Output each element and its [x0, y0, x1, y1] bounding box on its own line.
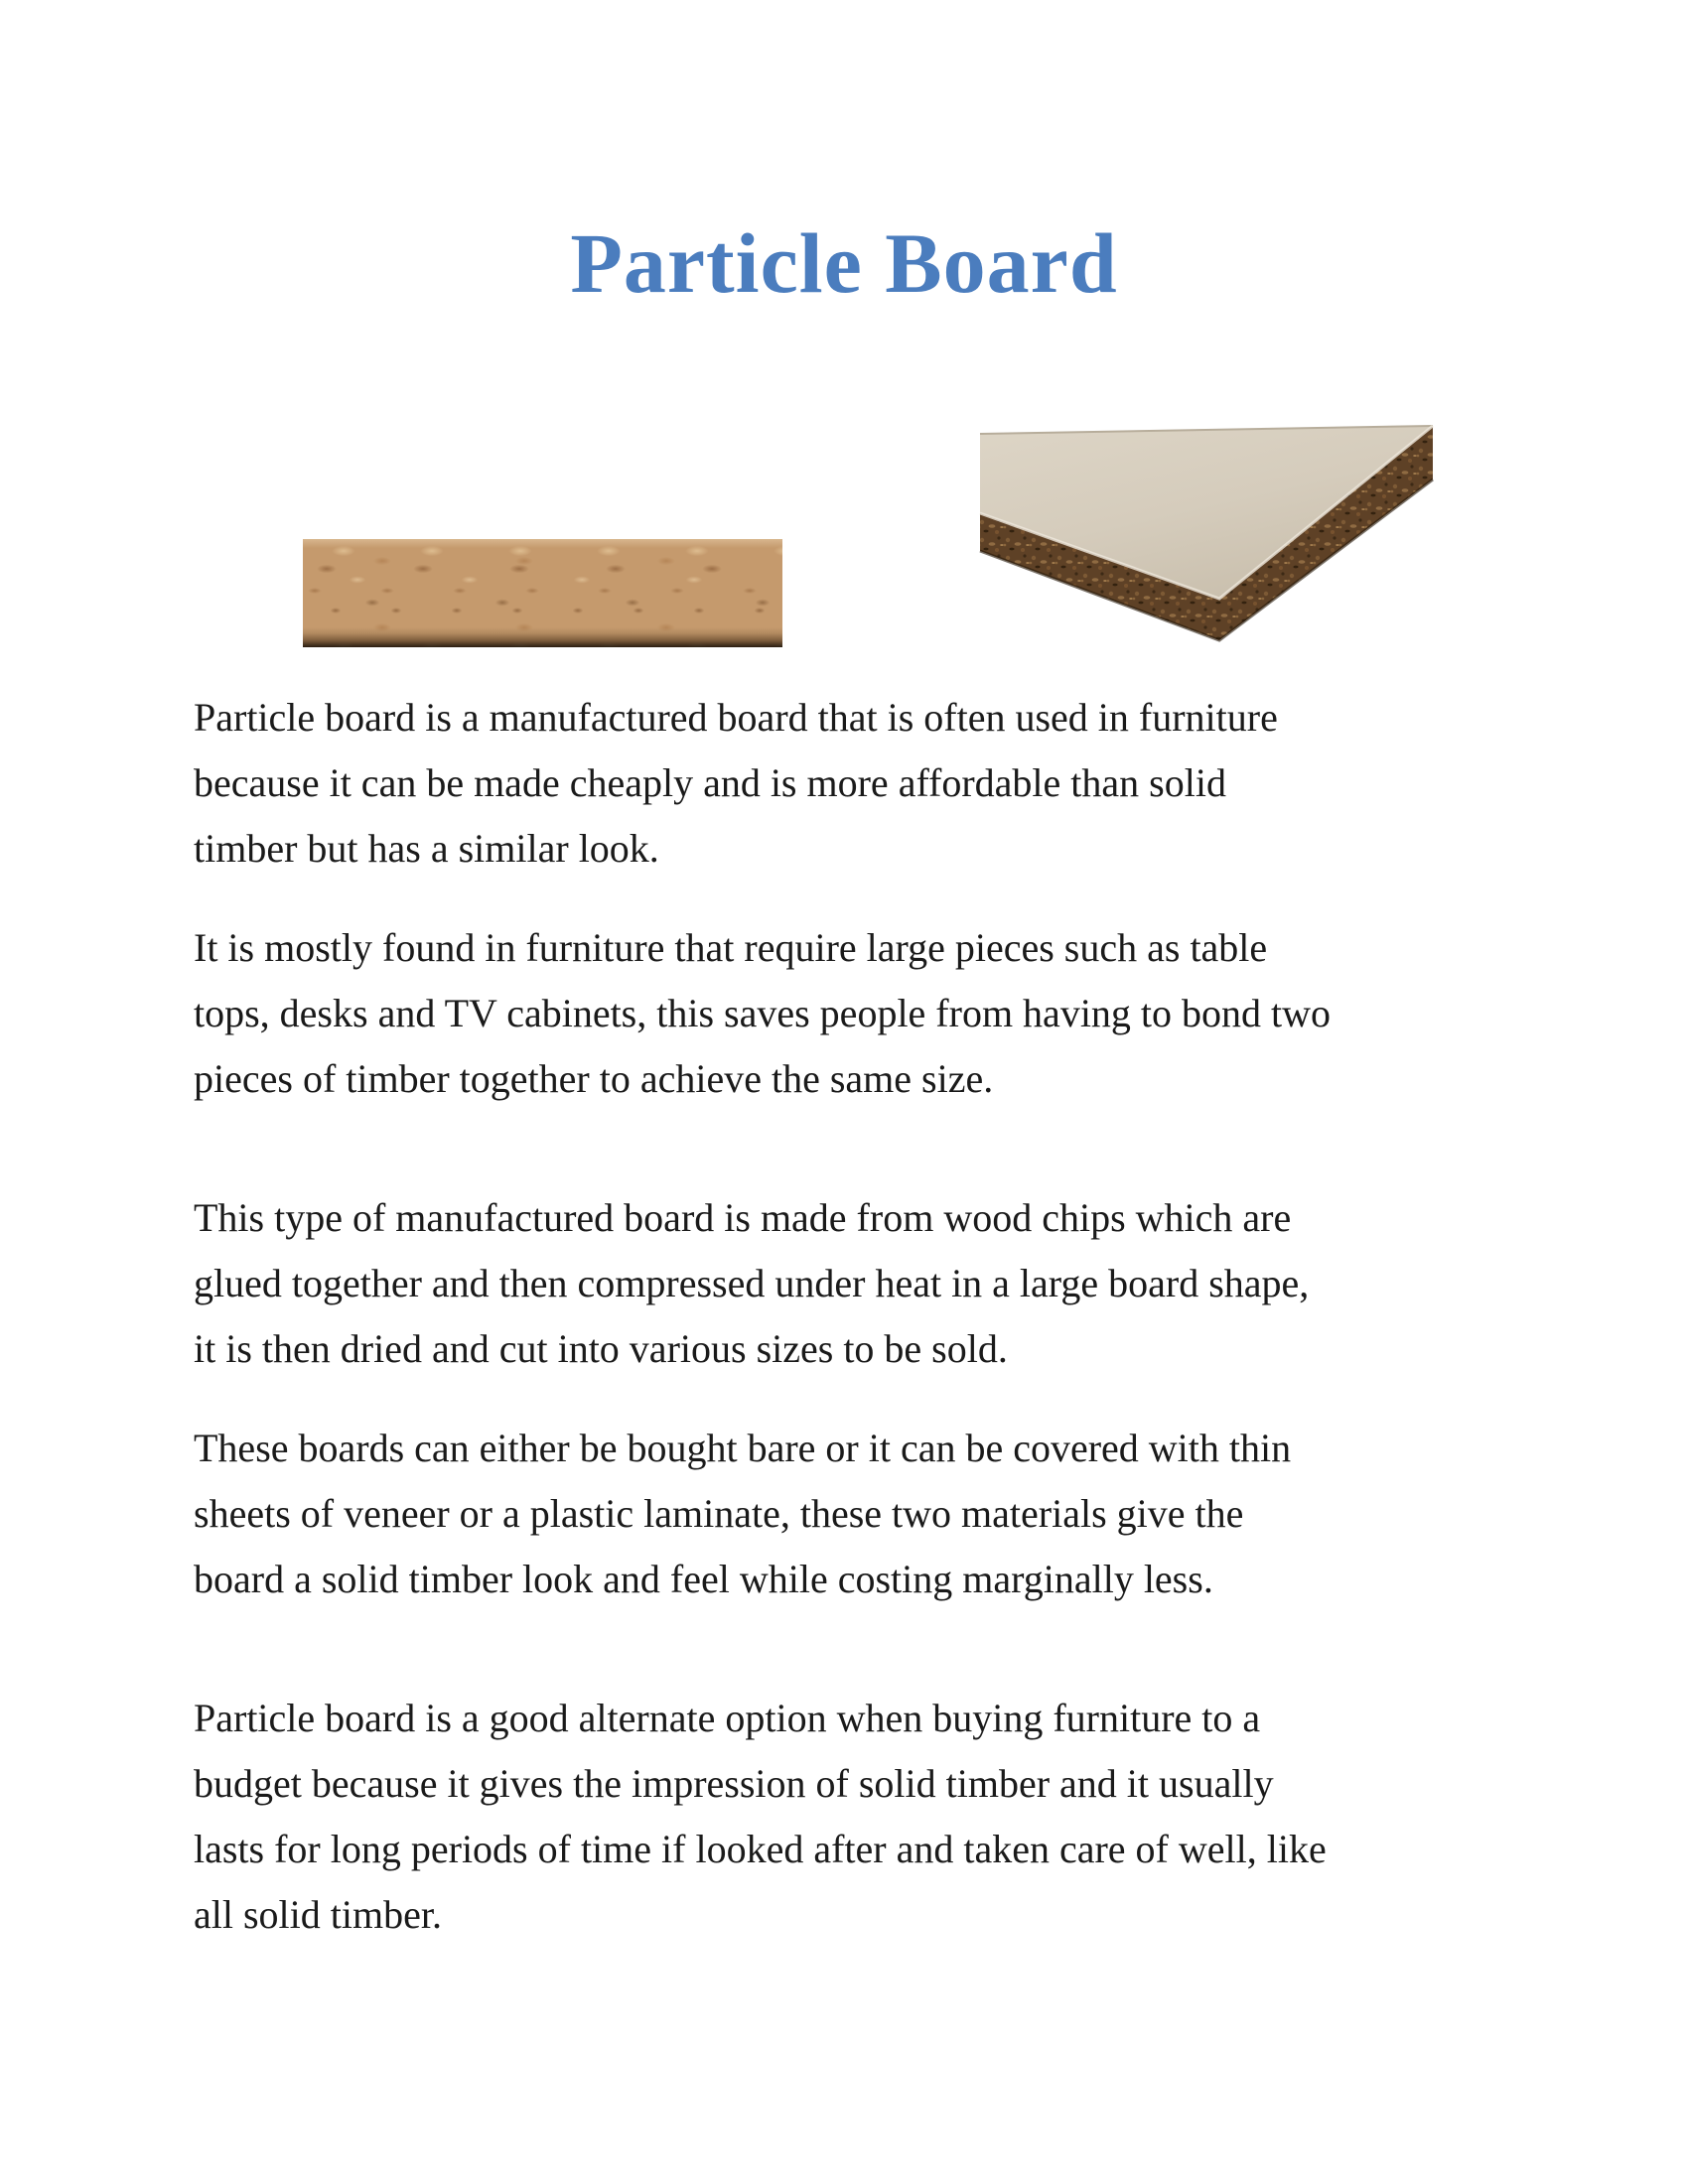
paragraph-manufacture [194, 1185, 1514, 1382]
text-line: These boards can either be bought bare or it can be covered with thin [194, 1426, 1292, 1470]
text-line: lasts for long periods of time if looked after and taken care of well, like [194, 1827, 1327, 1871]
text-line: budget because it gives the impression of solid timber and it usually [194, 1761, 1274, 1806]
text-line: It is mostly found in furniture that require large pieces such as table [194, 925, 1268, 970]
text-line: Particle board is a manufactured board that is often used in furniture [194, 695, 1278, 740]
text-line: tops, desks and TV cabinets, this saves people from having to bond two [194, 991, 1332, 1035]
text-line: all solid timber. [194, 1892, 442, 1937]
particle-board-edge-strip-image [303, 539, 782, 647]
paragraph-conclusion [194, 1686, 1514, 1948]
text-line: This type of manufactured board is made from wood chips which are [194, 1195, 1292, 1240]
document-body [194, 685, 1514, 1948]
board-corner-graphic [978, 410, 1435, 650]
text-line: because it can be made cheaply and is more affordable than solid [194, 760, 1226, 805]
paragraph-uses [194, 915, 1514, 1112]
text-line: board a solid timber look and feel while costing marginally less. [194, 1557, 1213, 1601]
text-line: it is then dried and cut into various sizes to be sold. [194, 1326, 1008, 1371]
text-line: Particle board is a good alternate option when buying furniture to a [194, 1696, 1261, 1740]
document-title: Particle Board [570, 215, 1118, 311]
text-line: timber but has a similar look. [194, 826, 659, 871]
particle-board-corner-image [978, 410, 1435, 650]
text-line: pieces of timber together to achieve the same size. [194, 1056, 994, 1101]
text-line: glued together and then compressed under heat in a large board shape, [194, 1261, 1310, 1305]
paragraph-finishes [194, 1416, 1514, 1612]
paragraph-intro [194, 685, 1514, 882]
text-line: sheets of veneer or a plastic laminate, these two materials give the [194, 1491, 1244, 1536]
